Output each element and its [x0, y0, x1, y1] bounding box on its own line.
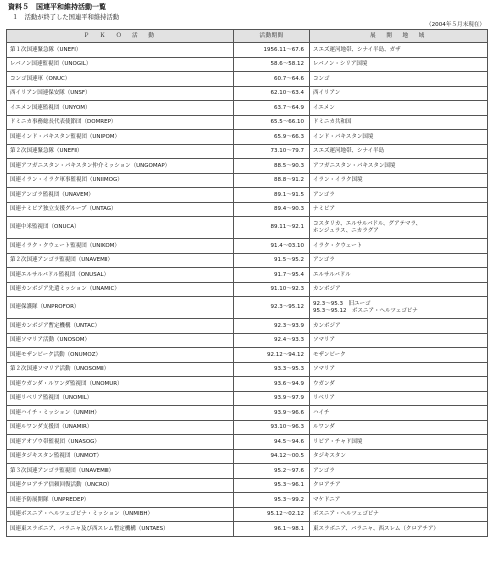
area-line: アンゴラ: [313, 257, 335, 263]
pko-name-cell: イエメン国連監視団（UNYOM）: [7, 101, 234, 116]
table-row: [7, 188, 488, 203]
table-row: [7, 391, 488, 406]
period-cell: 91.4～03.10: [234, 239, 310, 254]
area-line: クロアチア: [313, 482, 341, 488]
area-line: イエメン: [313, 104, 335, 111]
area-cell: [310, 101, 488, 116]
period-cell: 93.10～96.3: [234, 420, 310, 435]
area-cell: [310, 173, 488, 188]
area-line: マケドニア: [313, 496, 341, 503]
pko-name-cell: 第２次国連アンゴラ監視団（UNAVEMⅡ）: [7, 253, 234, 268]
period-cell: 65.5～66.10: [234, 115, 310, 130]
pko-name-cell: 第２次国連ソマリア活動（UNOSOMⅡ）: [7, 362, 234, 377]
period-cell: 95.3～99.2: [234, 493, 310, 508]
area-cell: [310, 43, 488, 58]
period-cell: 92.4～93.3: [234, 333, 310, 348]
table-row: [7, 435, 488, 450]
area-line: スエズ運河地帯、シナイ半島、ガザ: [313, 46, 401, 53]
pko-name-cell: レバノン国連監視団（UNOGIL）: [7, 57, 234, 72]
pko-name-cell: 国連リベリア監視団（UNOMIL）: [7, 391, 234, 406]
area-line: ウガンダ: [313, 380, 335, 387]
table-row: [7, 319, 488, 334]
area-line: カンボジア: [313, 322, 341, 329]
table-row: [7, 268, 488, 283]
area-cell: [310, 348, 488, 363]
pko-name-cell: 国連カンボジア暫定機構（UNTAC）: [7, 319, 234, 334]
area-line: 92.3～95.3 旧ユーゴ: [313, 301, 371, 307]
pko-name-cell: 国連カンボジア先遣ミッション（UNAMIC）: [7, 282, 234, 297]
area-cell: [310, 464, 488, 479]
period-cell: 95.2～97.6: [234, 464, 310, 479]
area-line: 西イリアン: [313, 90, 341, 96]
period-cell: 95.3～96.1: [234, 478, 310, 493]
area-line: ドミニカ共和国: [313, 119, 352, 125]
area-cell: [310, 319, 488, 334]
period-cell: 63.7～64.9: [234, 101, 310, 116]
pko-name-cell: 国連モザンビーク活動（ONUMOZ）: [7, 348, 234, 363]
pko-name-cell: ドミニカ事務総長代表使節団（DOMREP）: [7, 115, 234, 130]
table-row: [7, 86, 488, 101]
area-line: ルワンダ: [313, 424, 335, 430]
area-cell: [310, 253, 488, 268]
table-row: [7, 43, 488, 58]
period-cell: 89.1～91.5: [234, 188, 310, 203]
period-cell: 58.6～58.12: [234, 57, 310, 72]
pko-name-cell: 国連ソマリア活動（UNOSOM）: [7, 333, 234, 348]
area-cell: [310, 57, 488, 72]
area-line: モザンビーク: [313, 351, 346, 358]
area-cell: [310, 130, 488, 145]
period-cell: 88.8～91.2: [234, 173, 310, 188]
column-header-area: 展 開 地 域: [310, 30, 488, 43]
area-line: 東スラボニア、バラニャ、西スレム（クロアチア）: [313, 525, 439, 532]
document-subtitle: １ 活動が終了した国連平和維持活動: [12, 14, 120, 21]
area-cell: [310, 159, 488, 174]
pko-name-cell: 第２次国連緊急隊（UNEFⅡ）: [7, 144, 234, 159]
period-cell: 88.5～90.3: [234, 159, 310, 174]
pko-name-cell: 国連クロアチア信頼回復活動（UNCRO）: [7, 478, 234, 493]
period-cell: 62.10～63.4: [234, 86, 310, 101]
table-row: [7, 449, 488, 464]
table-header-row: [7, 30, 488, 43]
period-cell: 96.1～98.1: [234, 522, 310, 537]
area-line: スエズ運河地帯、シナイ半島: [313, 148, 385, 154]
pko-name-cell: 西イリアン国連保安隊（UNSF）: [7, 86, 234, 101]
table-row: [7, 522, 488, 537]
area-cell: [310, 188, 488, 203]
area-line: ボスニア・ヘルツェゴビナ: [313, 511, 379, 517]
table-row: [7, 115, 488, 130]
area-line: エルサルバドル: [313, 271, 351, 278]
area-line: リビア・チャド国境: [313, 438, 363, 445]
pko-name-cell: 国連ルワンダ支援団（UNAMIR）: [7, 420, 234, 435]
period-cell: 89.11～92.1: [234, 217, 310, 239]
area-line: コスタリカ、エルサルバドル、グアテマラ、: [313, 221, 422, 227]
pko-name-cell: 国連イラン・イラク軍事監視団（UNIIMOG）: [7, 173, 234, 188]
area-cell: [310, 72, 488, 87]
period-cell: 95.12～02.12: [234, 507, 310, 522]
pko-name-cell: 国連インド・パキスタン監視団（UNIPOM）: [7, 130, 234, 145]
pko-name-cell: 第３次国連アンゴラ監視団（UNAVEMⅢ）: [7, 464, 234, 479]
column-header-pko: Ｐ Ｋ Ｏ 活 動: [7, 30, 234, 43]
area-line: リベリア: [313, 395, 335, 401]
period-cell: 73.10～79.7: [234, 144, 310, 159]
table-row: [7, 217, 488, 239]
period-cell: 93.6～94.9: [234, 377, 310, 392]
area-cell: [310, 493, 488, 508]
area-line: アンゴラ: [313, 467, 335, 474]
table-row: [7, 130, 488, 145]
period-cell: 92.12～94.12: [234, 348, 310, 363]
area-line: アンゴラ: [313, 191, 335, 198]
period-cell: 91.7～95.4: [234, 268, 310, 283]
area-cell: [310, 333, 488, 348]
table-row: [7, 144, 488, 159]
table-row: [7, 377, 488, 392]
table-row: [7, 57, 488, 72]
area-line: ホンジュラス、ニカラグア: [313, 227, 379, 234]
area-cell: [310, 115, 488, 130]
area-line: ソマリア: [313, 366, 336, 372]
table-row: [7, 72, 488, 87]
period-cell: 92.3～93.9: [234, 319, 310, 334]
pko-name-cell: 国連中米監視団（ONUCA）: [7, 217, 234, 239]
area-line: ソマリア: [313, 337, 336, 343]
column-header-period: 活動期間: [234, 30, 310, 43]
table-row: [7, 420, 488, 435]
area-cell: [310, 86, 488, 101]
area-cell: [310, 202, 488, 217]
pko-name-cell: コンゴ国連軍（ONUC）: [7, 72, 234, 87]
area-cell: [310, 217, 488, 239]
area-line: ハイチ: [313, 409, 330, 416]
pko-name-cell: 国連アオゾウ帯監視団（UNASOG）: [7, 435, 234, 450]
area-line: レバノン・シリア国境: [313, 61, 368, 67]
area-cell: [310, 377, 488, 392]
pko-name-cell: 国連保護隊（UNPROFOR）: [7, 297, 234, 319]
document-title: 資料５ 国連平和維持活動一覧: [8, 3, 106, 11]
table-body: [7, 43, 488, 537]
pko-name-cell: 国連アフガニスタン・パキスタン仲介ミッション（UNGOMAP）: [7, 159, 234, 174]
area-cell: [310, 406, 488, 421]
area-line: ナミビア: [313, 206, 336, 212]
pko-name-cell: 国連イラク・クウェート監視団（UNIKOM）: [7, 239, 234, 254]
table-row: [7, 478, 488, 493]
area-cell: [310, 522, 488, 537]
area-cell: [310, 507, 488, 522]
area-line: コンゴ: [313, 75, 330, 82]
pko-name-cell: 国連アンゴラ監視団（UNAVEM）: [7, 188, 234, 203]
area-cell: [310, 297, 488, 319]
pko-name-cell: 国連ウガンダ・ルワンダ監視団（UNOMUR）: [7, 377, 234, 392]
table-row: [7, 348, 488, 363]
area-line: カンボジア: [313, 286, 341, 292]
period-cell: 93.9～96.6: [234, 406, 310, 421]
period-cell: 89.4～90.3: [234, 202, 310, 217]
pko-name-cell: 国連東スラボニア、バラニャ及び西スレム暫定機構（UNTAES）: [7, 522, 234, 537]
pko-name-cell: 国連予防展開隊（UNPREDEP）: [7, 493, 234, 508]
table-row: [7, 464, 488, 479]
area-cell: [310, 282, 488, 297]
pko-name-cell: 国連ボスニア・ヘルツェゴビナ・ミッション（UNMIBH）: [7, 507, 234, 522]
pko-table: [6, 29, 488, 537]
area-line: インド・パキスタン国境: [313, 133, 374, 140]
pko-name-cell: 国連エルサルバドル監視団（ONUSAL）: [7, 268, 234, 283]
area-line: イラン・イラク国境: [313, 177, 363, 183]
table-row: [7, 159, 488, 174]
table-row: [7, 253, 488, 268]
area-line: アフガニスタン・パキスタン国境: [313, 162, 396, 169]
period-cell: 94.12～00.5: [234, 449, 310, 464]
period-cell: 93.9～97.9: [234, 391, 310, 406]
pko-name-cell: 国連ハイチ・ミッション（UNMIH）: [7, 406, 234, 421]
period-cell: 65.9～66.3: [234, 130, 310, 145]
area-line: 95.3～95.12 ボスニア・ヘルツェゴビナ: [313, 307, 418, 314]
table-row: [7, 362, 488, 377]
pko-name-cell: 国連ナミビア独立支援グループ（UNTAG）: [7, 202, 234, 217]
period-cell: 92.3～95.12: [234, 297, 310, 319]
period-cell: 1956.11～67.6: [234, 43, 310, 58]
period-cell: 60.7～64.6: [234, 72, 310, 87]
table-row: [7, 282, 488, 297]
pko-name-cell: 国連タジキスタン監視団（UNMOT）: [7, 449, 234, 464]
area-cell: [310, 144, 488, 159]
table-row: [7, 173, 488, 188]
table-row: [7, 333, 488, 348]
area-cell: [310, 420, 488, 435]
area-cell: [310, 268, 488, 283]
pko-name-cell: 第１次国連緊急隊（UNEFⅠ）: [7, 43, 234, 58]
table-row: [7, 297, 488, 319]
area-cell: [310, 239, 488, 254]
table-row: [7, 406, 488, 421]
area-cell: [310, 362, 488, 377]
period-cell: 94.5～94.6: [234, 435, 310, 450]
area-cell: [310, 391, 488, 406]
area-cell: [310, 449, 488, 464]
table-row: [7, 101, 488, 116]
area-cell: [310, 478, 488, 493]
table-row: [7, 507, 488, 522]
period-cell: 91.5～95.2: [234, 253, 310, 268]
period-cell: 93.3～95.3: [234, 362, 310, 377]
as-of-date: （2004年５月末現在）: [426, 22, 485, 28]
table-row: [7, 493, 488, 508]
area-line: イラク・クウェート: [313, 242, 363, 249]
area-cell: [310, 435, 488, 450]
area-line: タジキスタン: [313, 453, 346, 459]
table-row: [7, 202, 488, 217]
period-cell: 91.10～92.3: [234, 282, 310, 297]
table-row: [7, 239, 488, 254]
